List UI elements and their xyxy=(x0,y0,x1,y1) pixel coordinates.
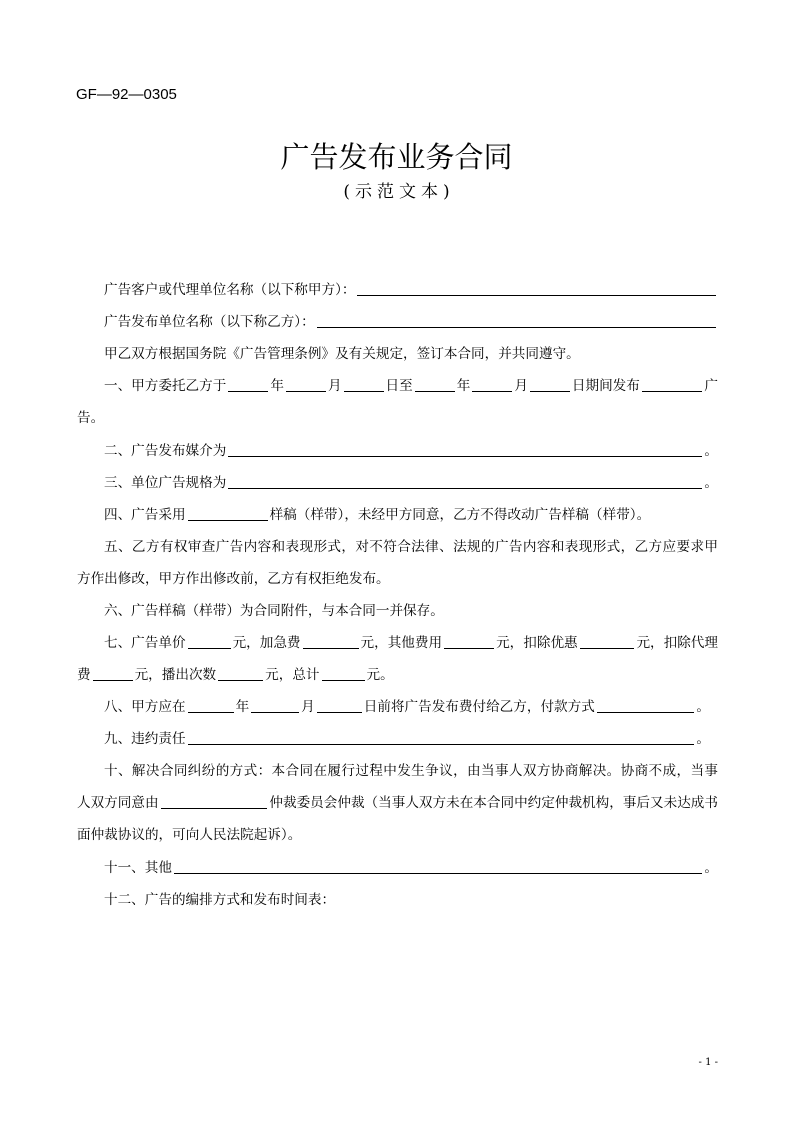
unit-price-blank xyxy=(188,635,231,649)
clause-7-text-8: 元，总计 xyxy=(265,667,320,683)
clause-8-text-1: 八、甲方应在 xyxy=(104,699,186,715)
clause-11-label: 十一、其他 xyxy=(104,860,172,876)
clause-11 xyxy=(104,860,718,876)
clause-3-label: 三、单位广告规格为 xyxy=(104,475,227,491)
clause-1-text: 一、甲方委托乙方于 xyxy=(104,378,227,394)
clause-12: 十二、广告的编排方式和发布时间表： xyxy=(104,892,336,908)
party-b-label: 广告发布单位名称（以下称乙方）： xyxy=(104,314,315,330)
clause-8-year: 年 xyxy=(235,699,250,715)
form-code: GF—92—0305 xyxy=(76,86,177,103)
clause-7-line-1 xyxy=(104,635,718,651)
ad-publish-blank xyxy=(642,378,703,392)
broadcast-count-blank xyxy=(218,667,263,681)
clause-7-text-9: 元。 xyxy=(366,667,394,683)
payment-year-blank xyxy=(188,699,234,713)
total-blank xyxy=(322,667,365,681)
clause-6: 六、广告样稿（样带）为合同附件，与本合同一并保存。 xyxy=(104,603,444,619)
clause-7-text-1: 七、广告单价 xyxy=(104,635,186,651)
clause-1-line-1 xyxy=(104,378,718,394)
discount-blank xyxy=(580,635,635,649)
start-year-blank xyxy=(228,378,268,392)
clause-2-end: 。 xyxy=(704,443,718,459)
party-a-blank xyxy=(357,282,716,296)
clause-3 xyxy=(104,475,718,491)
clause-9-end: 。 xyxy=(696,731,710,747)
other-terms-blank xyxy=(174,860,702,874)
media-blank xyxy=(228,443,702,457)
clause-9-label: 九、违约责任 xyxy=(104,731,186,747)
rush-fee-blank xyxy=(303,635,359,649)
clause-4 xyxy=(104,507,650,523)
clause-8 xyxy=(104,699,710,715)
clause-2-label: 二、广告发布媒介为 xyxy=(104,443,227,459)
payment-method-blank xyxy=(597,699,695,713)
party-a-line xyxy=(104,282,718,298)
page-number: - 1 - xyxy=(698,1057,718,1068)
clause-8-month: 月 xyxy=(301,699,315,715)
agency-fee-blank xyxy=(93,667,133,681)
end-year-blank xyxy=(415,378,455,392)
clause-4-text-2: 样稿（样带），未经甲方同意，乙方不得改动广告样稿（样带）。 xyxy=(269,507,651,523)
other-fee-blank xyxy=(444,635,494,649)
party-a-label: 广告客户或代理单位名称（以下称甲方）： xyxy=(104,282,356,298)
clause-2 xyxy=(104,443,718,459)
clause-7-line-2 xyxy=(77,667,394,683)
clause-9 xyxy=(104,731,710,747)
end-day-blank xyxy=(530,378,570,392)
payment-day-blank xyxy=(317,699,362,713)
liability-blank xyxy=(188,731,695,745)
clause-7-text-3: 元，其他费用 xyxy=(360,635,443,651)
clause-10-text-2: 仲裁委员会仲裁（当事人双方未在本合同中约定仲裁机构，事后又未达成书 xyxy=(269,795,718,811)
arbitration-blank xyxy=(161,795,268,809)
clause-8-end: 。 xyxy=(696,699,710,715)
party-b-line xyxy=(104,314,718,330)
clause-7-text-2: 元，加急费 xyxy=(232,635,301,651)
clause-10-line-1: 十、解决合同纠纷的方式：本合同在履行过程中发生争议，由当事人双方协商解决。协商不成，当事 xyxy=(104,763,718,779)
start-month-blank xyxy=(286,378,326,392)
ad-spec-blank xyxy=(228,475,702,489)
clause-10-line-2 xyxy=(77,795,718,811)
clause-1-year-2: 年 xyxy=(456,378,471,394)
clause-1-tail: 广 xyxy=(704,378,718,394)
preamble: 甲乙双方根据国务院《广告管理条例》及有关规定，签订本合同，并共同遵守。 xyxy=(104,346,580,362)
clause-1-line-2: 告。 xyxy=(77,410,105,426)
clause-7-text-6: 费 xyxy=(77,667,91,683)
clause-4-text-1: 四、广告采用 xyxy=(104,507,186,523)
clause-1-day-1: 日至 xyxy=(385,378,413,394)
party-b-blank xyxy=(317,314,716,328)
clause-3-end: 。 xyxy=(704,475,718,491)
clause-10-line-3: 面仲裁协议的，可向人民法院起诉）。 xyxy=(77,827,302,843)
clause-1-year-1: 年 xyxy=(270,378,284,394)
contract-title: 广告发布业务合同 xyxy=(280,140,513,174)
start-day-blank xyxy=(344,378,384,392)
clause-1-month-1: 月 xyxy=(327,378,342,394)
end-month-blank xyxy=(472,378,512,392)
clause-1-day-2: 日期间发布 xyxy=(571,378,640,394)
contract-subtitle: (示范文本) xyxy=(343,182,455,202)
clause-5-line-1: 五、乙方有权审查广告内容和表现形式，对不符合法律、法规的广告内容和表现形式，乙方应要求甲 xyxy=(104,539,718,555)
clause-5-line-2: 方作出修改，甲方作出修改前，乙方有权拒绝发布。 xyxy=(77,571,390,587)
clause-7-text-5: 元，扣除代理 xyxy=(636,635,718,651)
clause-1-month-2: 月 xyxy=(514,378,528,394)
clause-11-end: 。 xyxy=(704,860,718,876)
sample-blank xyxy=(188,507,268,521)
payment-month-blank xyxy=(251,699,299,713)
clause-7-text-4: 元，扣除优惠 xyxy=(496,635,578,651)
clause-10-text-1: 人双方同意由 xyxy=(77,795,159,811)
clause-7-text-7: 元，播出次数 xyxy=(134,667,217,683)
clause-8-text-2: 日前将广告发布费付给乙方，付款方式 xyxy=(363,699,595,715)
